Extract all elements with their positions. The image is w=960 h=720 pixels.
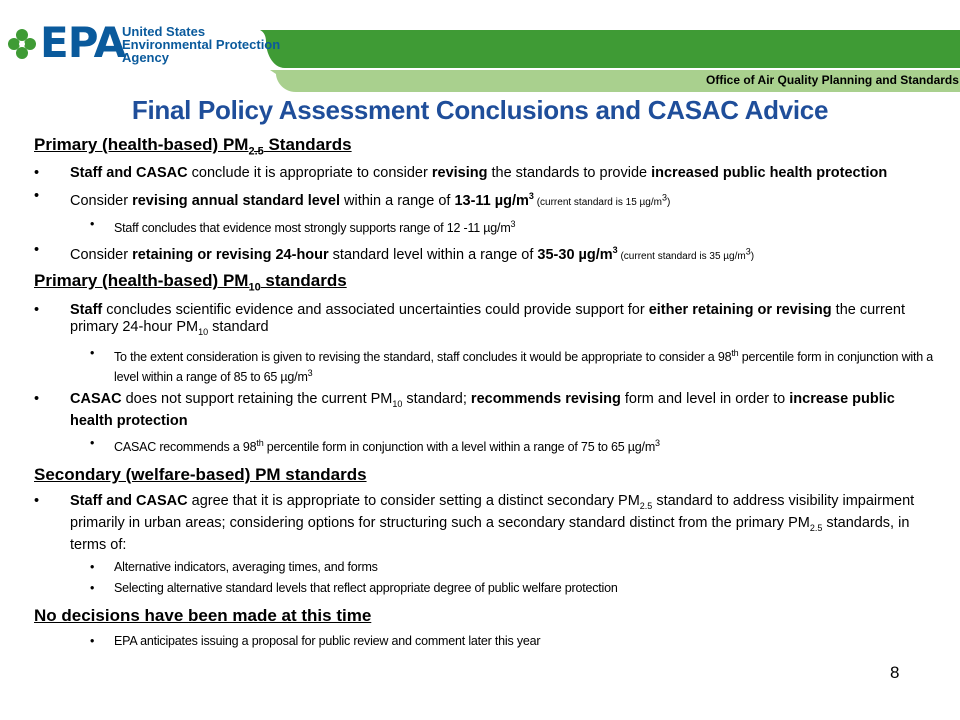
heading-primary-pm25: Primary (health-based) $PM_{2.5}$ Standards xyxy=(34,135,352,158)
agency-line-2: Environmental Protection xyxy=(122,37,281,52)
header xyxy=(0,0,960,92)
bullet: • Consider revising annual standard level within a range of 13-11 $\mu g/m^3$ (current standard is 15 $\mu g/m^3$) xyxy=(34,188,939,211)
agency-line-3: Agency xyxy=(122,50,169,65)
sub-bullet: • Staff concludes that evidence most strongly supports range of 12 -11 $\mu g/m^3$ xyxy=(34,217,939,236)
heading-no-decisions: No decisions have been made at this time xyxy=(34,605,372,625)
sub-bullet: • Selecting alternative standard levels that reflect appropriate degree of public welfare protection xyxy=(34,581,939,596)
heading-secondary-pm: Secondary (welfare-based) PM standards xyxy=(34,464,367,484)
heading-primary-pm10: Primary (health-based) $PM_{10}$ standards xyxy=(34,271,347,294)
sub-bullet: • To the extent consideration is given to revising the standard, staff concludes it would be appropriate to consider a 98th percentile form in conjunction with a level within a range of 85 to 65 $\mu g/m^3$ xyxy=(34,346,939,384)
sub-bullet: • CASAC recommends a 98th percentile form in conjunction with a level within a range of 75 to 65 $\mu g/m^3$ xyxy=(34,436,939,455)
bullet: • Staff and CASAC conclude it is appropriate to consider revising the standards to provide increased public health protection xyxy=(34,165,939,182)
slide-content xyxy=(34,135,939,655)
epa-flower-icon xyxy=(8,27,36,61)
bullet: • Staff concludes scientific evidence and associated uncertainties could provide support for either retaining or revising the current primary 24-hour $PM_{10}$ standard xyxy=(34,302,939,341)
bullet: • Staff and CASAC agree that it is appropriate to consider setting a distinct secondary $PM_{2.5}$ standard to address visibility impairment primarily in urban areas; considering options for structuring such a secondary standard distinct from the primary $PM_{2.5}$ standards, in terms of: xyxy=(34,493,939,554)
epa-logo: EPA xyxy=(40,18,126,67)
page-number: 8 xyxy=(890,663,900,682)
sub-bullet: • EPA anticipates issuing a proposal for public review and comment later this year xyxy=(34,634,939,649)
agency-line-1: United States xyxy=(122,24,206,39)
office-name: Office of Air Quality Planning and Standards xyxy=(706,73,959,87)
bullet: • CASAC does not support retaining the current $PM_{10}$ standard; recommends revising form and level in order to increase public health protection xyxy=(34,391,939,430)
slide-title: Final Policy Assessment Conclusions and CASAC Advice xyxy=(131,95,829,125)
bullet: • Consider retaining or revising 24-hour standard level within a range of 35-30 $\mu g/m^3$ (current standard is 35 $\mu g/m^3$) xyxy=(34,242,939,265)
agency-name xyxy=(122,25,280,64)
sub-bullet: • Alternative indicators, averaging times, and forms xyxy=(34,560,939,575)
